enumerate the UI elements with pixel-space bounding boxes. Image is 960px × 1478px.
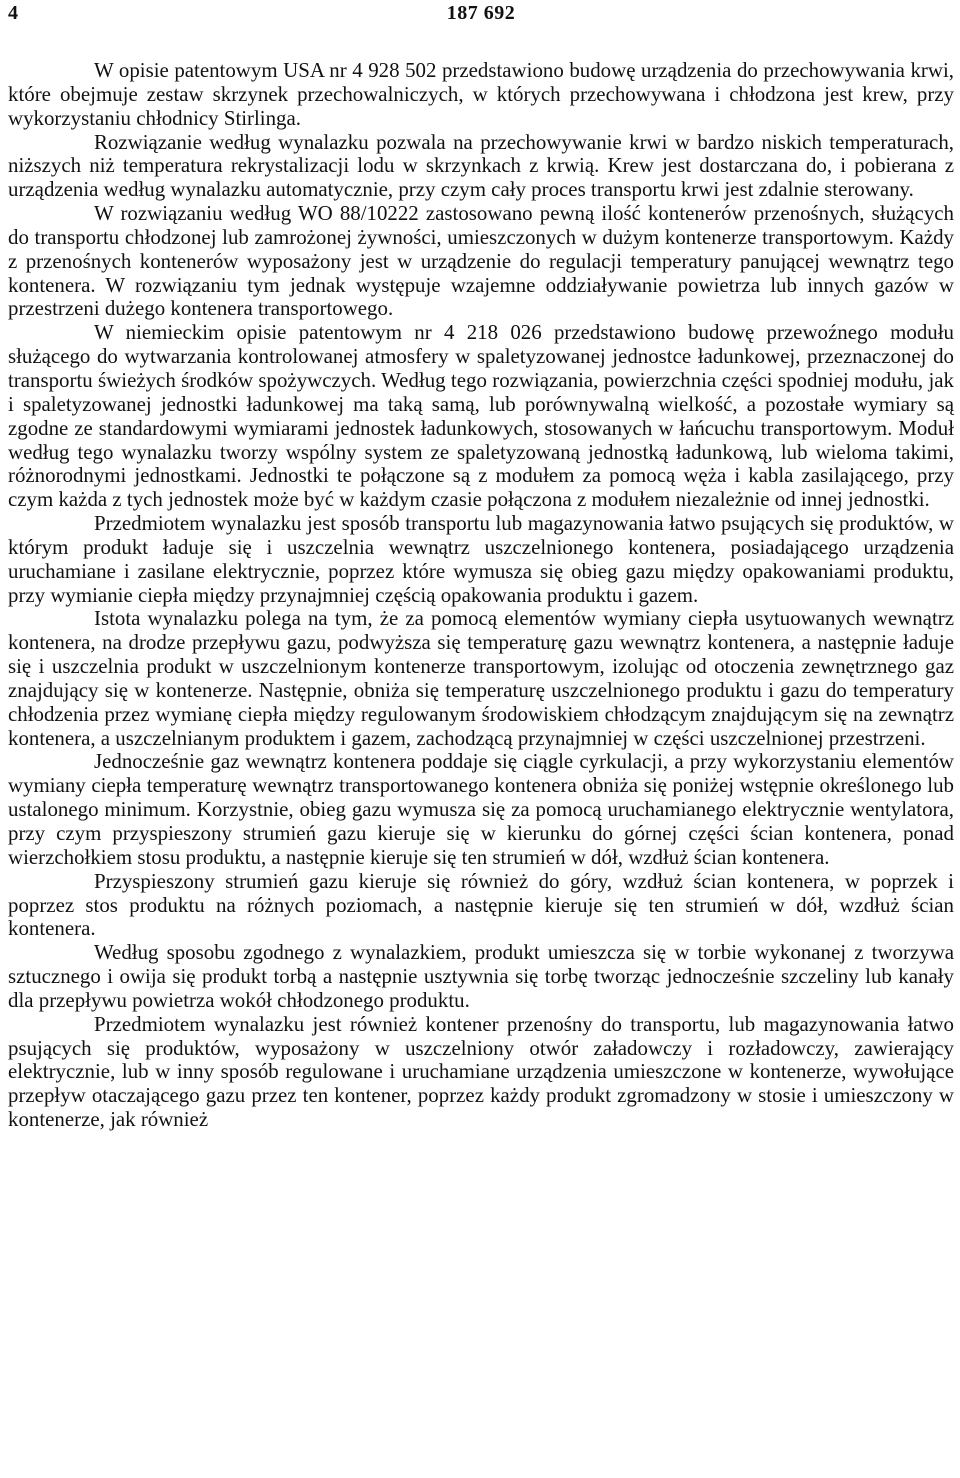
paragraph: Przyspieszony strumień gazu kieruje się również do góry, wzdłuż ścian kontenera, w poprzek i poprzez stos produktu na różnych poziomach, a następnie kieruje się ten strumień w dół, wzdłuż ścian kontenera.: [8, 868, 954, 941]
paragraph: W niemieckim opisie patentowym nr 4 218 026 przedstawiono budowę przewoźnego modułu służącego do wytwarzania kontrolowanej atmosfery w spaletyzowanej jednostce ładunkowej, przeznaczonej do transportu świeżych środków spożywczych. Według tego rozwiązania, powierzchnia części spodniej modułu, jak i spaletyzowanej jednostki ładunkowej ma taką samą, lub porównywalną wielkość, a pozostałe wymiary są zgodne ze standardowymi wymiarami jednostek ładunkowych, stosowanych w łańcuchu transportowym. Moduł według tego wynalazku tworzy wspólny system ze spaletyzowaną jednostką ładunkową, lub wieloma takimi, różnorodnymi jednostkami. Jednostki te połączone są z modułem za pomocą węża i kabla zasilającego, przy czym każda z tych jednostek może być w każdym czasie połączona z modułem niezależnie od innej jednostki.: [8, 320, 954, 512]
page-header: [8, 0, 954, 40]
paragraph: Przedmiotem wynalazku jest również kontener przenośny do transportu, lub magazynowania łatwo psujących się produktów, wyposażony w uszczelniony otwór załadowczy i rozładowczy, zawierający elektrycznie, lub w inny sposób regulowane i uruchamiane urządzenia umieszczone w kontenerze, wywołujące przepływ otaczającego gazu przez ten kontener, poprzez każdy produkt zgromadzony w stosie i umieszczony w kontenerze, jak również: [8, 1011, 954, 1132]
paragraph: Rozwiązanie według wynalazku pozwala na przechowywanie krwi w bardzo niskich temperaturach, niższych niż temperatura rekrystalizacji lodu w skrzynkach z krwią. Krew jest dostarczana do, i pobierana z urządzenia według wynalazku automatycznie, przy czym cały proces transportu krwi jest zdalnie sterowany.: [8, 129, 954, 202]
paragraph: W opisie patentowym USA nr 4 928 502 przedstawiono budowę urządzenia do przechowywania krwi, które obejmuje zestaw skrzynek przechowalniczych, w których przechowywana i chłodzona jest krew, przy wykorzystaniu chłodnicy Stirlinga.: [8, 58, 954, 130]
page-number: 4: [8, 2, 18, 24]
document-page: [8, 0, 954, 1478]
paragraph: Według sposobu zgodnego z wynalazkiem, produkt umieszcza się w torbie wykonanej z tworzywa sztucznego i owija się produkt torbą a następnie usztywnia się torbę tworząc jednocześnie szczeliny lub kanały dla przepływu powietrza wokół chłodzonego produktu.: [8, 940, 954, 1012]
paragraph: Przedmiotem wynalazku jest sposób transportu lub magazynowania łatwo psujących się produktów, w którym produkt ładuje się i uszczelnia wewnątrz uszczelnionego kontenera, posiadającego urządzenia uruchamiane i zasilane elektrycznie, poprzez które wymusza się obieg gazu między opakowaniami produktu, przy wymianie ciepła między przynajmniej częścią opakowania produktu i gazem.: [8, 511, 954, 607]
paragraph: Istota wynalazku polega na tym, że za pomocą elementów wymiany ciepła usytuowanych wewnątrz kontenera, na drodze przepływu gazu, podwyższa się temperaturę gazu wewnątrz kontenera, a następnie ładuje się i uszczelnia produkt w uszczelnionym kontenerze transportowym, izolując od otoczenia zewnętrznego gaz znajdujący się w kontenerze. Następnie, obniża się temperaturę uszczelnionego produktu i gazu do temperatury chłodzenia przez wymianę ciepła między regulowanym środowiskiem chłodzącym znajdującym się na zewnątrz kontenera, a uszczelnianym produktem i gazem, zachodzącą przynajmniej w części uszczelnionej przestrzeni.: [8, 606, 954, 750]
paragraph: W rozwiązaniu według WO 88/10222 zastosowano pewną ilość kontenerów przenośnych, służących do transportu chłodzonej lub zamrożonej żywności, umieszczonych w dużym kontenerze transportowym. Każdy z przenośnych kontenerów wyposażony jest w urządzenie do regulacji temperatury panującej wewnątrz tego kontenera. W rozwiązaniu tym jednak występuje wzajemne oddziaływanie powietrza lub innych gazów w przestrzeni dużego kontenera transportowego.: [8, 201, 954, 321]
paragraph: Jednocześnie gaz wewnątrz kontenera poddaje się ciągle cyrkulacji, a przy wykorzystaniu elementów wymiany ciepła temperaturę wewnątrz transportowanego kontenera obniża się poniżej wstępnie określonego lub ustalonego minimum. Korzystnie, obieg gazu wymusza się za pomocą uruchamianego elektrycznie wentylatora, przy czym przyspieszony strumień gazu kieruje się w kierunku do górnej części ścian kontenera, ponad wierzchołkiem stosu produktu, a następnie kieruje się ten strumień w dół, wzdłuż ścian kontenera.: [8, 749, 954, 869]
document-number: 187 692: [446, 2, 516, 24]
body-text: [8, 59, 954, 1132]
